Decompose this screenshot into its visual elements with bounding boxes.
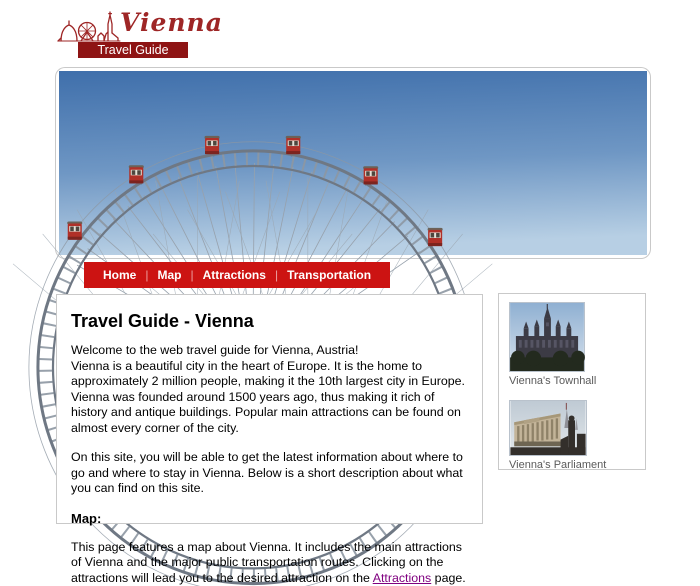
map-paragraph <box>71 540 468 586</box>
townhall-caption: Vienna's Townhall <box>509 375 645 387</box>
sidebar-item-parliament <box>509 400 645 471</box>
nav-separator: | <box>145 268 148 282</box>
intro-paragraph <box>71 343 468 436</box>
nav-item-map[interactable]: Map <box>157 268 181 282</box>
logo-title: Vienna <box>120 8 223 37</box>
townhall-photo[interactable] <box>509 302 585 372</box>
nav-separator: | <box>275 268 278 282</box>
hero-image <box>56 68 650 258</box>
nav-item-attractions[interactable]: Attractions <box>203 268 266 282</box>
attractions-link[interactable]: Attractions <box>373 571 432 585</box>
nav-item-transportation[interactable]: Transportation <box>287 268 371 282</box>
logo-subtitle-banner <box>78 42 188 58</box>
parliament-photo[interactable] <box>509 400 587 456</box>
map-text-after: page. <box>431 571 465 585</box>
site-logo[interactable] <box>58 8 208 60</box>
intro-line-1: Welcome to the web travel guide for Vienna, Austria! <box>71 343 358 357</box>
content-panel <box>56 294 483 524</box>
map-text-before: This page features a map about Vienna. It includes the main attractions of Vienna and the major public transportation routes. Clicking on the attractions will lead you to the desired attraction on the <box>71 540 462 585</box>
sidebar-item-townhall <box>509 302 645 387</box>
sidebar <box>498 293 646 470</box>
nav-item-home[interactable]: Home <box>103 268 136 282</box>
page-title: Travel Guide - Vienna <box>71 311 468 332</box>
map-section-heading: Map: <box>71 511 468 526</box>
logo-subtitle-label: Travel Guide <box>97 43 168 57</box>
about-site-paragraph: On this site, you will be able to get the latest information about where to go and where to stay in Vienna. Below is a short description about what you can find on this site. <box>71 450 468 497</box>
parliament-caption: Vienna's Parliament <box>509 459 645 471</box>
main-nav <box>84 262 390 288</box>
intro-line-2: Vienna is a beautiful city in the heart of Europe. It is the home to approximately 2 million people, making it the 10th largest city in Europe. Vienna was founded around 1500 years ago, thus making it rich of history and antique buildings. Popular main attractions can be found on almost every corner of the city. <box>71 359 465 435</box>
riesenrad-ferris-wheel-illustration <box>59 71 647 255</box>
nav-separator: | <box>190 268 193 282</box>
